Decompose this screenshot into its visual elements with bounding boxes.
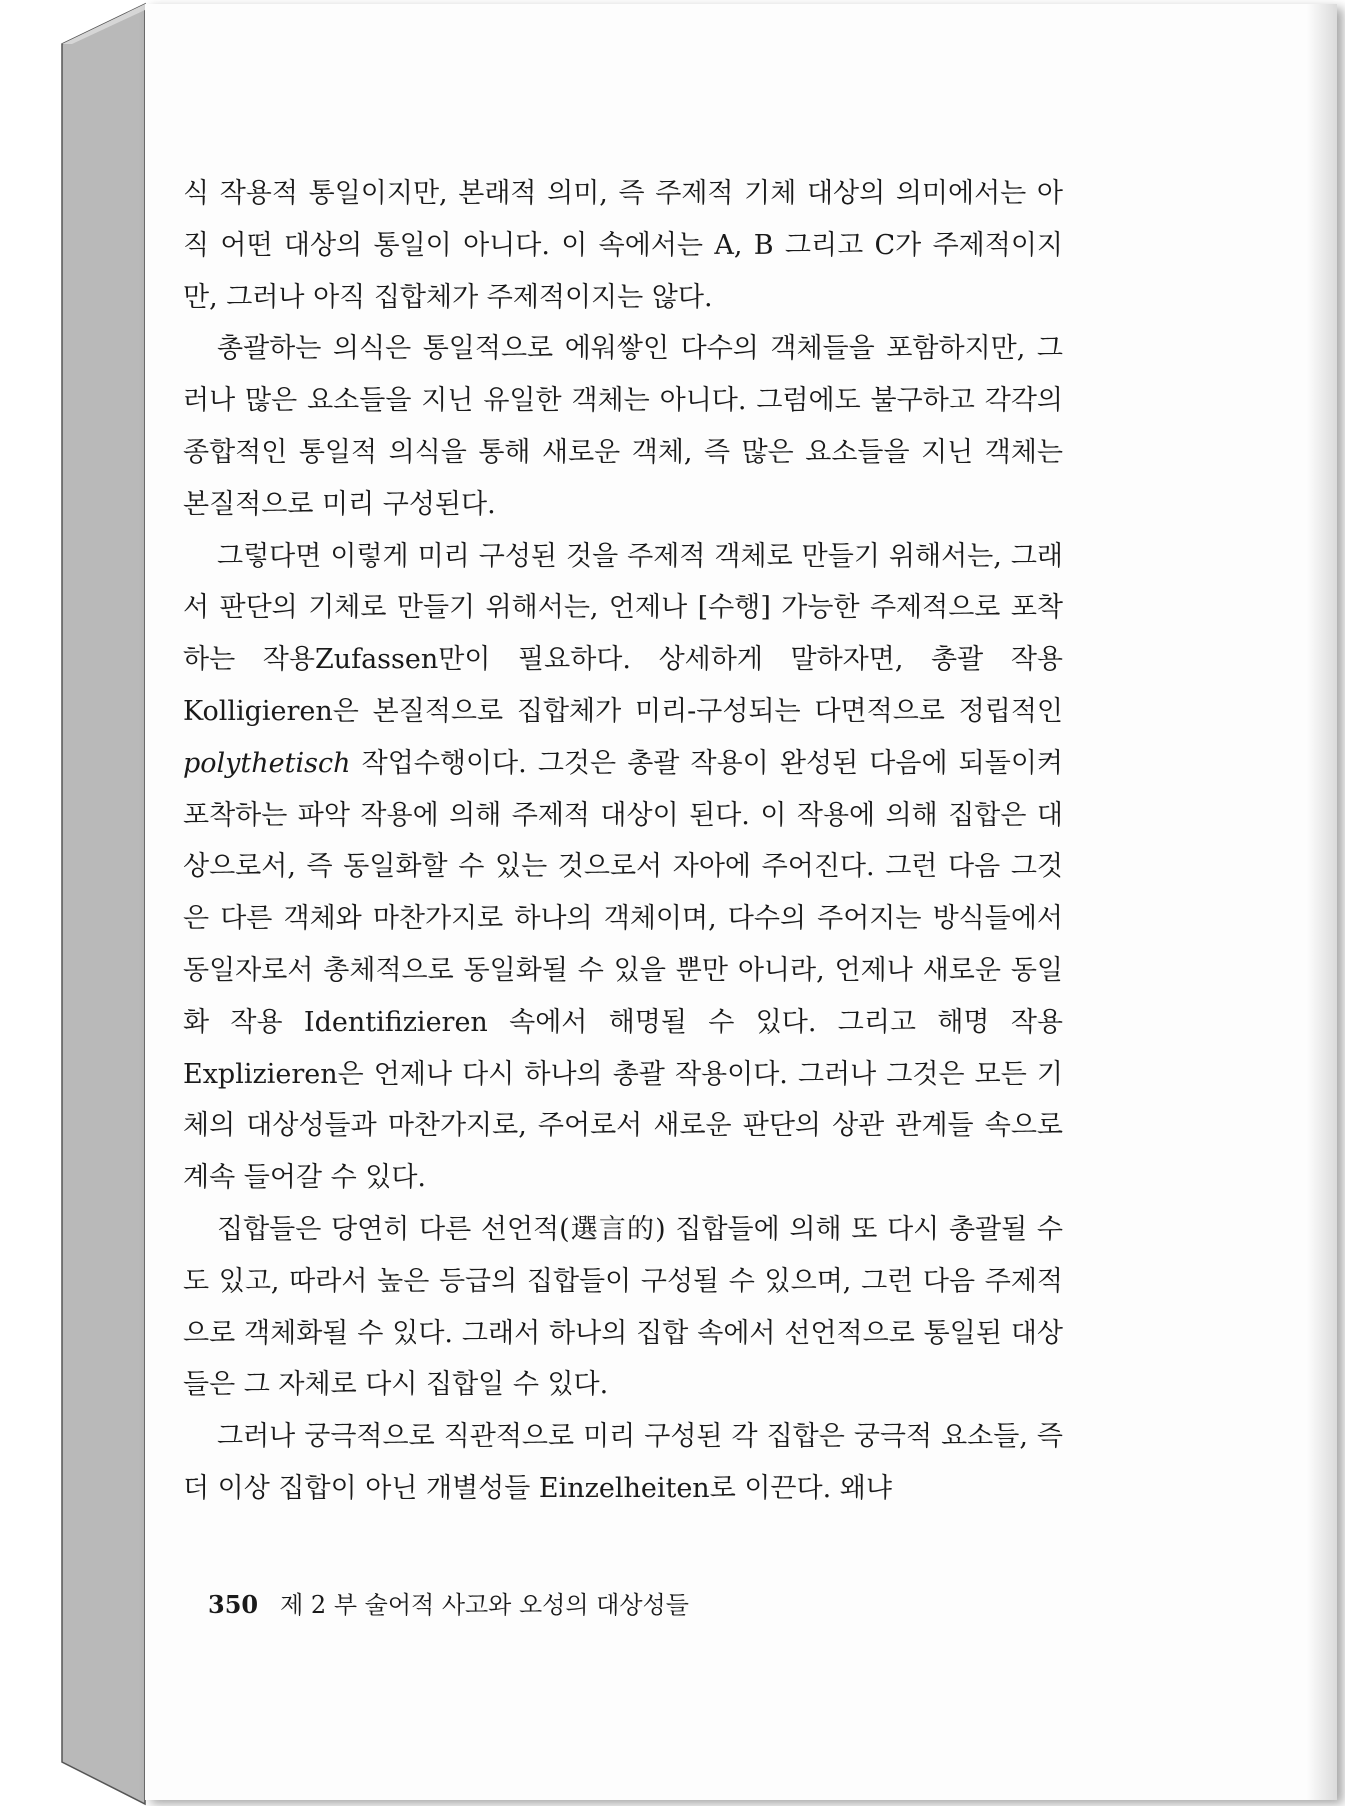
page-number: 350: [208, 1590, 259, 1619]
paragraph-3-text-before: 그렇다면 이렇게 미리 구성된 것을 주제적 객체로 만들기 위해서는, 그래서 판단의 기체로 만들기 위해서는, 언제나 [수행] 가능한 주제적으로 포착하는 작용Zufassen만이 필요하다. 상세하게 말하자면, 총괄 작용 Kolligieren은 본질적으로 집합체가 미리-구성되는 다면적으로 정립적인: [183, 540, 1063, 727]
paragraph-1: 식 작용적 통일이지만, 본래적 의미, 즉 주제적 기체 대상의 의미에서는 아직 어떤 대상의 통일이 아니다. 이 속에서는 A, B 그리고 C가 주제적이지만, 그러나 아직 집합체가 주제적이지는 않다.: [183, 178, 1063, 313]
paragraph-2: 총괄하는 의식은 통일적으로 에워쌓인 다수의 객체들을 포함하지만, 그러나 많은 요소들을 지닌 유일한 객체는 아니다. 그럼에도 불구하고 각각의 종합적인 통일적 의식을 통해 새로운 객체, 즉 많은 요소들을 지닌 객체는 본질적으로 미리 구성된다.: [183, 333, 1063, 520]
paragraph-3: [183, 531, 1063, 1204]
paragraph-3-italic-term: polythetisch: [183, 747, 351, 779]
page-footer: [208, 1585, 689, 1620]
paragraph-5: 그러나 궁극적으로 직관적으로 미리 구성된 각 집합은 궁극적 요소들, 즉 더 이상 집합이 아닌 개별성들 Einzelheiten로 이끈다. 왜냐: [183, 1421, 1063, 1504]
paragraph-4: 집합들은 당연히 다른 선언적(選言的) 집합들에 의해 또 다시 총괄될 수도 있고, 따라서 높은 등급의 집합들이 구성될 수 있으며, 그런 다음 주제적으로 객체화될 수 있다. 그래서 하나의 집합 속에서 선언적으로 통일된 대상들은 그 자체로 다시 집합일 수 있다.: [183, 1213, 1063, 1401]
page-edge-shadow: [1307, 4, 1337, 1800]
body-text: [183, 168, 1063, 1515]
running-head: 제 2 부 술어적 사고와 오성의 대상성들: [280, 1591, 689, 1619]
paragraph-3-text-after: 작업수행이다. 그것은 총괄 작용이 완성된 다음에 되돌이켜 포착하는 파악 작용에 의해 주제적 대상이 된다. 이 작용에 의해 집합은 대상으로서, 즉 동일화할 수 있는 것으로서 자아에 주어진다. 그런 다음 그것은 다른 객체와 마찬가지로 하나의 객체이며, 다수의 주어지는 방식들에서 동일자로서 총체적으로 동일화될 수 있을 뿐만 아니라, 언제나 새로운 동일화 작용 Identifizieren 속에서 해명될 수 있다. 그리고 해명 작용 Explizieren은 언제나 다시 하나의 총괄 작용이다. 그러나 그것은 모든 기체의 대상성들과 마찬가지로, 주어로서 새로운 판단의 상관 관계들 속으로 계속 들어갈 수 있다.: [183, 747, 1063, 1194]
